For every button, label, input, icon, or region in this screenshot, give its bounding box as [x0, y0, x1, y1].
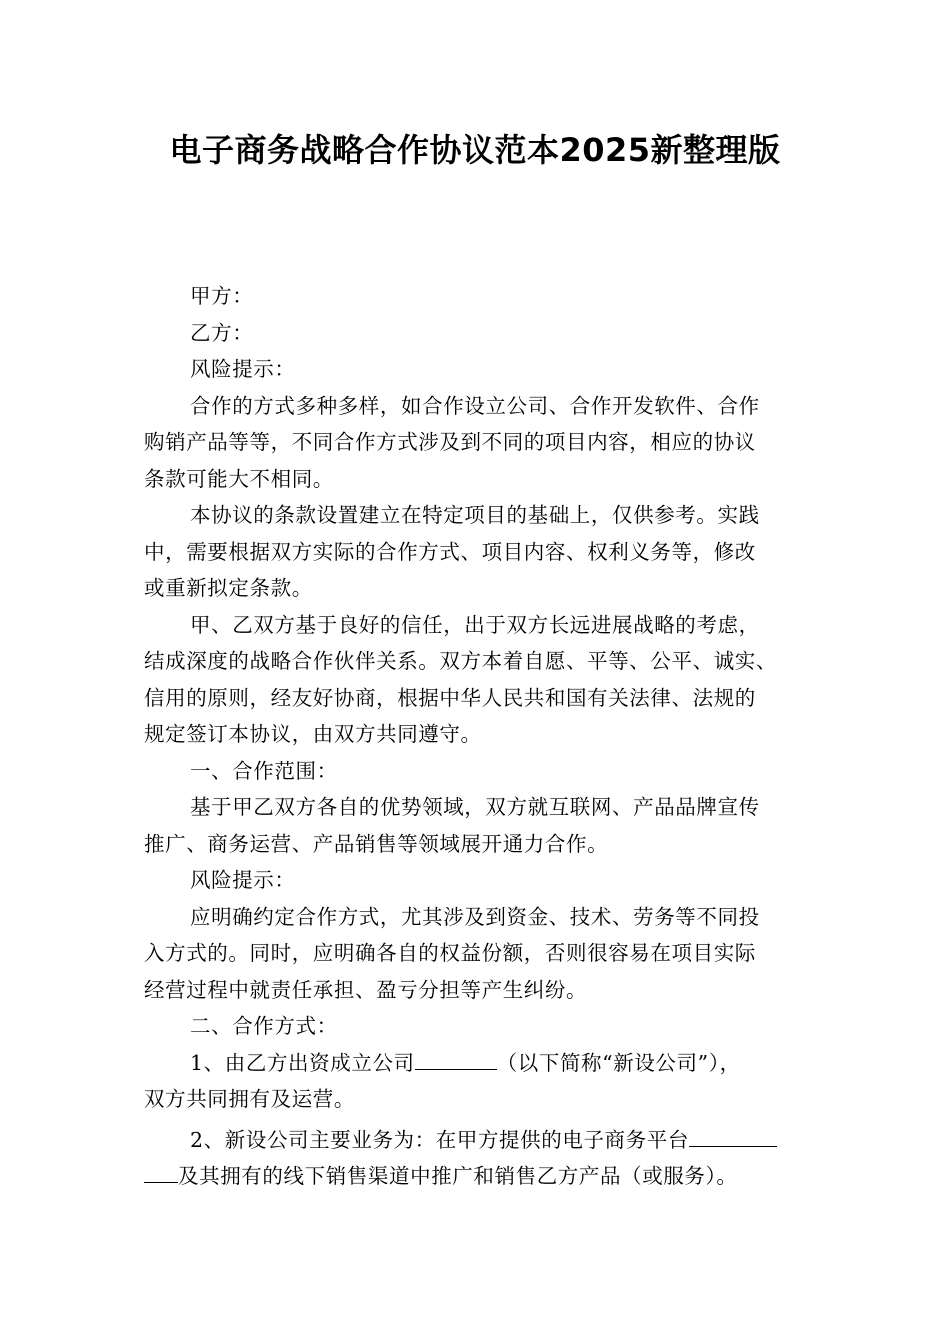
paragraph-line: 甲、乙双方基于良好的信任，出于双方长远进展战略的考虑，	[190, 612, 760, 637]
paragraph-line: 基于甲乙双方各自的优势领域，双方就互联网、产品品牌宣传	[190, 795, 760, 819]
section-heading-scope: 一、合作范围：	[190, 758, 338, 783]
blank-field-platform-name-cont[interactable]	[144, 1164, 178, 1183]
paragraph-line: 双方共同拥有及运营。	[144, 1087, 355, 1111]
paragraph-line: 购销产品等等，不同合作方式涉及到不同的项目内容，相应的协议	[144, 430, 756, 454]
paragraph-line: 合作的方式多种多样，如合作设立公司、合作开发软件、合作	[190, 393, 760, 418]
clause-text: 2、新设公司主要业务为：在甲方提供的电子商务平台	[190, 1127, 689, 1152]
clause-line	[144, 1158, 812, 1195]
blank-field-company-name[interactable]	[415, 1051, 497, 1070]
blank-field-platform-name[interactable]	[689, 1128, 777, 1147]
clause-text: 1、由乙方出资成立公司	[190, 1050, 415, 1075]
paragraph-line: 经营过程中就责任承担、盈亏分担等产生纠纷。	[144, 977, 588, 1002]
paragraph-line: 条款可能大不相同。	[144, 466, 334, 491]
paragraph-line: 推广、商务运营、产品销售等领域展开通力合作。	[144, 831, 609, 856]
section-heading-method: 二、合作方式：	[190, 1014, 338, 1038]
paragraph-line: 本协议的条款设置建立在特定项目的基础上，仅供参考。实践	[190, 503, 760, 527]
paragraph-line: 应明确约定合作方式，尤其涉及到资金、技术、劳务等不同投	[190, 904, 760, 929]
paragraph-line: 入方式的。同时，应明确各自的权益份额，否则很容易在项目实际	[144, 941, 756, 965]
clause-line	[144, 1045, 812, 1082]
paragraph-line: 结成深度的战略合作伙伴关系。双方本着自愿、平等、公平、诚实、	[144, 649, 777, 673]
clause-line	[144, 1122, 812, 1159]
document-title: 电子商务战略合作协议范本2025新整理版	[169, 131, 781, 169]
paragraph-line: 中，需要根据双方实际的合作方式、项目内容、权利义务等，修改	[144, 539, 756, 564]
paragraph-line: 规定签订本协议，由双方共同遵守。	[144, 722, 482, 746]
document-body	[144, 278, 812, 1195]
clause-text: 及其拥有的线下销售渠道中推广和销售乙方产品（或服务）。	[178, 1164, 738, 1188]
paragraph-line: 或重新拟定条款。	[144, 576, 313, 600]
party-a-label: 甲方：	[190, 284, 254, 308]
clause-text: （以下简称“新设公司”），	[496, 1050, 741, 1075]
party-b-label: 乙方：	[190, 320, 254, 345]
risk-notice-heading: 风险提示：	[190, 868, 296, 892]
risk-notice-heading: 风险提示：	[190, 357, 296, 381]
paragraph-line: 信用的原则，经友好协商，根据中华人民共和国有关法律、法规的	[144, 685, 756, 710]
